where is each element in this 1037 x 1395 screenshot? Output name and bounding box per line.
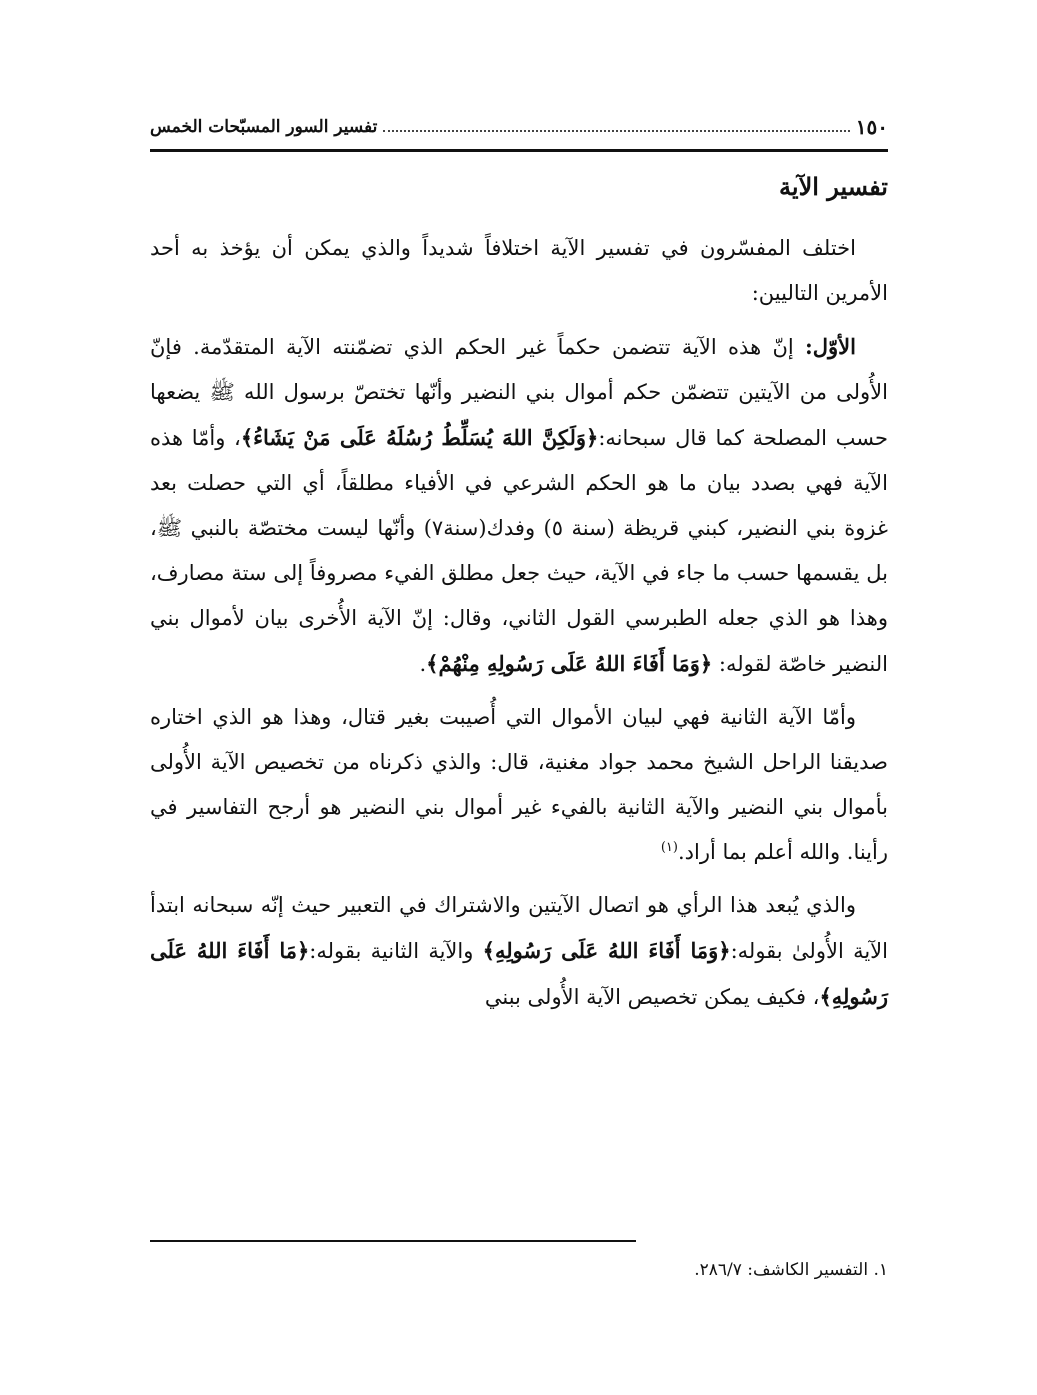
paragraph-text: ، وأمّا هذه الآية فهي بصدد بيان ما هو الحكم الشرعي في الأفياء مطلقاً، أي التي حصلت بعد غزوة بني النضير، كبني قريظة (سنة ٥) وفدك(سنة٧) وأنّها ليست مختصّة بالنبي ﷺ، بل يقسمها حسب ما جاء في الآية، حيث جعل مطلق الفيء مصروفاً إلى ستة مصارف، وهذا هو الذي جعله الطبرسي القول الثاني، وقال: إنّ الآية الأُخرى بيان لأموال بني النضير خاصّة لقوله: (150, 426, 889, 676)
section-title: تفسير الآية (779, 172, 888, 201)
quran-quote: ﴿وَمَا أَفَاءَ اللهُ عَلَى رَسُولِهِ مِنْهُمْ﴾ (426, 651, 713, 676)
paragraph-2 (150, 324, 888, 687)
header-dot-leader (383, 130, 849, 132)
running-title: تفسير السور المسبّحات الخمس (150, 117, 378, 137)
paragraph-text: والذي يُبعد هذا الرأي هو اتصال الآيتين والاشتراك في التعبير حيث إنّه سبحانه ابتدأ الآية الأُولىٰ بقوله: (150, 893, 888, 963)
paragraph-text: وأمّا الآية الثانية فهي لبيان الأموال التي أُصيبت بغير قتال، وهذا هو الذي اختاره صديقنا الراحل الشيخ محمد جواد مغنية، قال: والذي ذكرناه من تخصيص الآية الأُولى بأموال بني النضير والآية الثانية بالفيء غير أموال بني النضير هو أرجح التفاسير في رأينا. والله أعلم بما أراد. (150, 705, 888, 864)
footnote: ١. التفسير الكاشف: ٢٨٦/٧. (694, 1260, 888, 1280)
running-header (150, 110, 888, 144)
header-rule (150, 149, 888, 152)
footnote-rule (150, 1240, 636, 1242)
paragraph-1: اختلف المفسّرون في تفسير الآية اختلافاً شديداً والذي يمكن أن يؤخذ به أحد الأمرين التاليين: (150, 236, 888, 305)
paragraph-text: ، فكيف يمكن تخصيص الآية الأُولى ببني (484, 985, 820, 1009)
quran-quote: ﴿مَا أَفَاءَ اللهُ عَلَى رَسُولِهِ﴾ (150, 938, 888, 1009)
page-number: ١٥٠ (855, 115, 888, 139)
lead-term: الأوّل: (805, 334, 856, 359)
footnote-reference[interactable]: (١) (660, 840, 678, 855)
paragraph-3 (150, 695, 888, 875)
book-page (150, 0, 888, 1395)
quran-quote: ﴿وَلَكِنَّ اللهَ يُسَلِّطُ رُسُلَهُ عَلَى مَنْ يَشَاءُ﴾ (240, 425, 599, 450)
paragraph-text: والآية الثانية بقوله: (309, 939, 483, 963)
paragraph-text: إنّ هذه الآية تتضمن حكماً غير الحكم الذي تضمّنته الآية المتقدّمة. فإنّ الأُولى من الآيتين تتضمّن حكم أموال بني النضير وأنّها تختصّ برسول الله ﷺ يضعها حسب المصلحة كما قال سبحانه: (150, 335, 889, 450)
paragraph-4 (150, 883, 888, 1020)
body-text (150, 226, 888, 1028)
quran-quote: ﴿وَمَا أَفَاءَ اللهُ عَلَى رَسُولِهِ﴾ (482, 938, 731, 963)
paragraph-text: . (419, 652, 427, 676)
